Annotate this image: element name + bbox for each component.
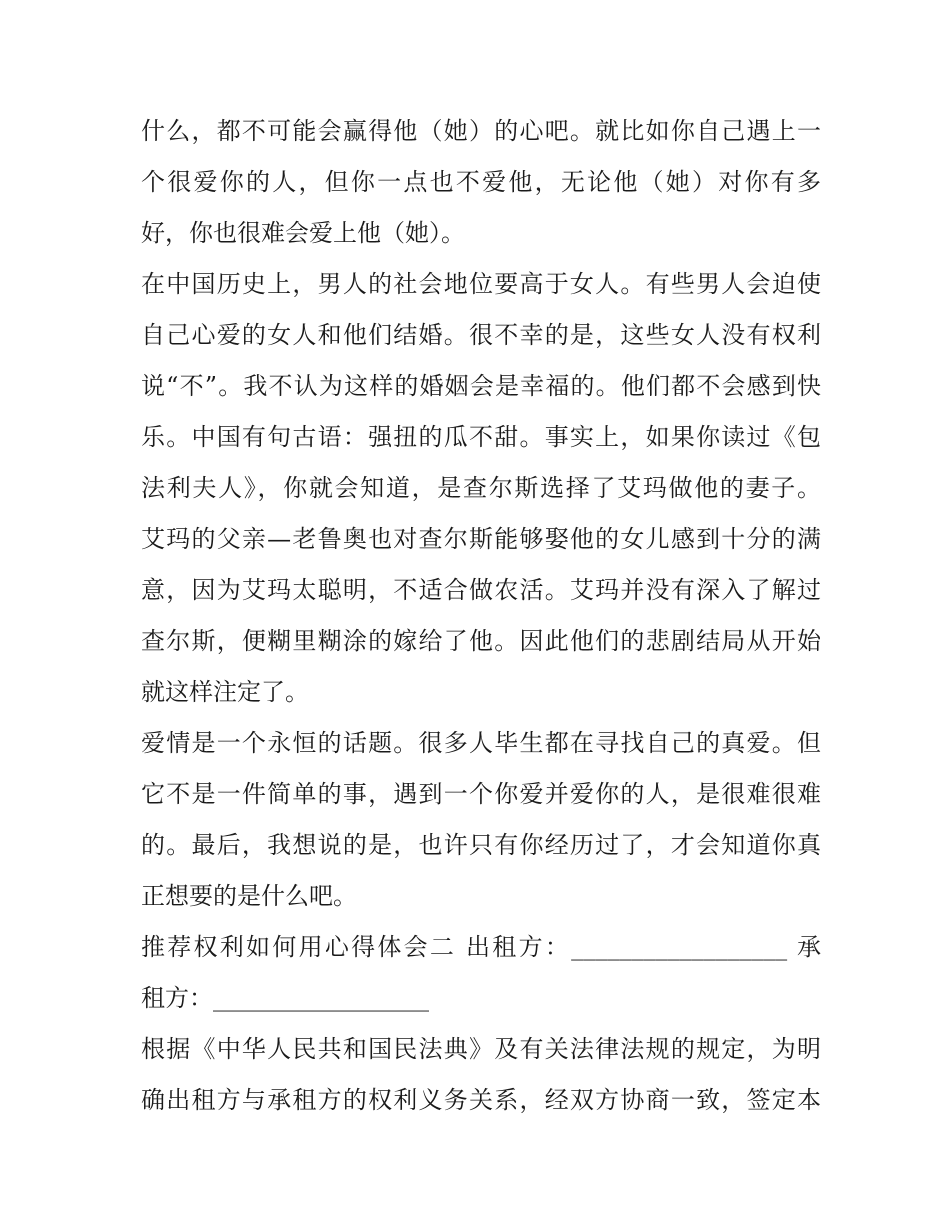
text-line: 推荐权利如何用心得体会二 出租方：__________________ 承	[141, 933, 821, 961]
text-line: 爱情是一个永恒的话题。很多人毕生都在寻找自己的真爱。但	[141, 729, 821, 757]
text-line: 艾玛的父亲—老鲁奥也对查尔斯能够娶他的女儿感到十分的满	[141, 525, 821, 553]
document-body	[141, 106, 821, 1126]
text-line: 它不是一件简单的事，遇到一个你爱并爱你的人，是很难很难	[141, 780, 821, 808]
text-line: 在中国历史上，男人的社会地位要高于女人。有些男人会迫使	[141, 270, 821, 298]
paragraph-5	[141, 1024, 821, 1126]
text-line: 什么，都不可能会赢得他（她）的心吧。就比如你自己遇上一	[141, 117, 821, 145]
paragraph-3	[141, 718, 821, 922]
text-line: 个很爱你的人，但你一点也不爱他，无论他（她）对你有多	[141, 168, 821, 196]
text-line: 正想要的是什么吧。	[141, 882, 357, 910]
text-line: 法利夫人》，你就会知道，是查尔斯选择了艾玛做他的妻子。	[141, 474, 821, 502]
text-line: 好，你也很难会爱上他（她）。	[141, 219, 465, 247]
text-line: 乐。中国有句古语：强扭的瓜不甜。事实上，如果你读过《包	[141, 423, 821, 451]
text-line: 自己心爱的女人和他们结婚。很不幸的是，这些女人没有权利	[141, 321, 821, 349]
text-line: 租方：__________________	[141, 984, 429, 1012]
text-line: 意，因为艾玛太聪明，不适合做农活。艾玛并没有深入了解过	[141, 576, 821, 604]
paragraph-2	[141, 259, 821, 718]
text-line: 根据《中华人民共和国民法典》及有关法律法规的规定，为明	[141, 1035, 821, 1063]
text-line: 就这样注定了。	[141, 678, 309, 706]
text-line: 说“不”。我不认为这样的婚姻会是幸福的。他们都不会感到快	[141, 372, 821, 400]
text-line: 的。最后，我想说的是，也许只有你经历过了，才会知道你真	[141, 831, 821, 859]
text-line: 查尔斯，便糊里糊涂的嫁给了他。因此他们的悲剧结局从开始	[141, 627, 821, 655]
paragraph-1	[141, 106, 821, 259]
text-line: 确出租方与承租方的权利义务关系，经双方协商一致，签定本	[141, 1086, 821, 1114]
paragraph-4	[141, 922, 821, 1024]
